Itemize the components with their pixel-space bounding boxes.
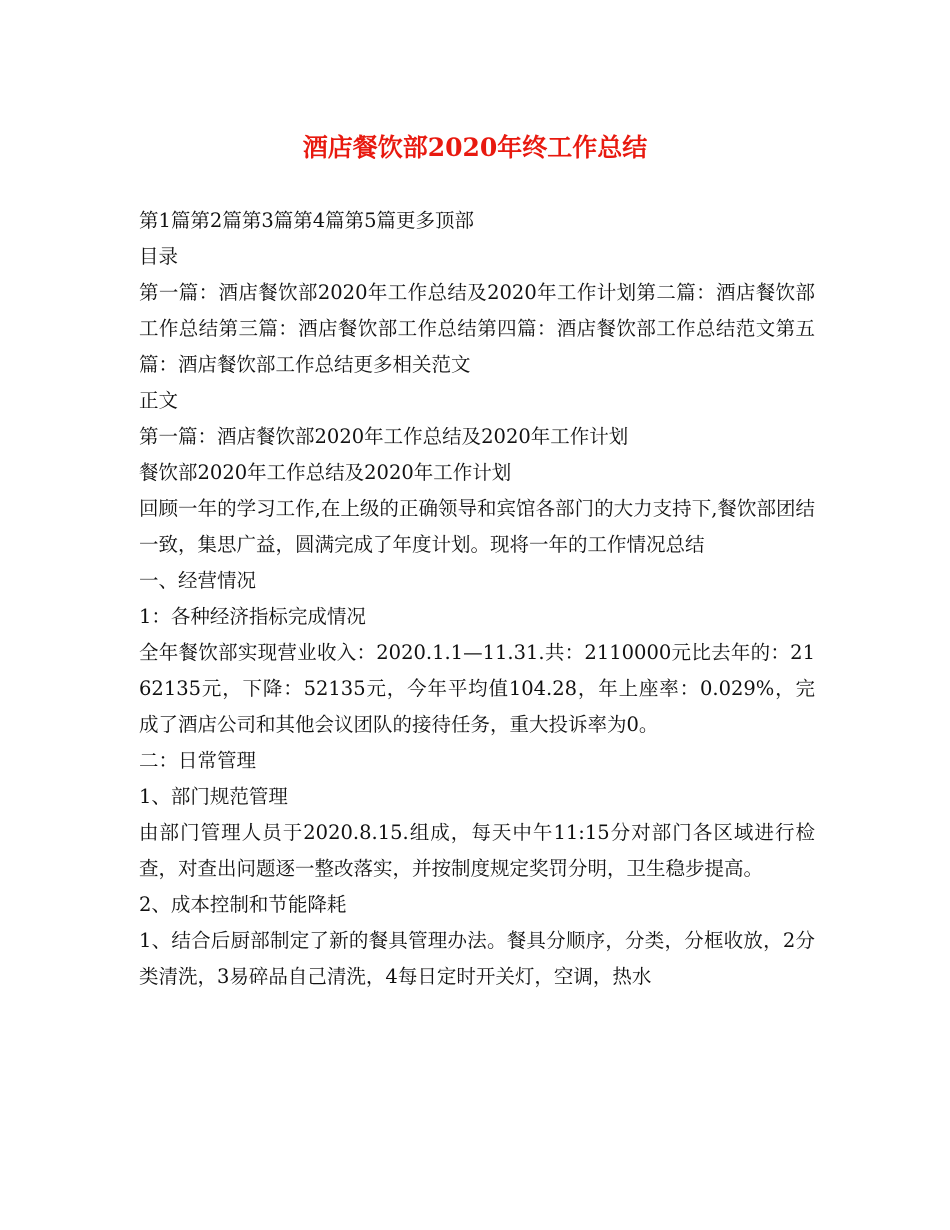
heading-operations: 一、经营情况 bbox=[139, 569, 257, 592]
section-heading-contents: 目录 bbox=[139, 245, 179, 268]
contents-paragraph: 第一篇：酒店餐饮部2020年工作总结及2020年工作计划第二篇：酒店餐饮部工作总结第三篇：酒店餐饮部工作总结第四篇：酒店餐饮部工作总结范文第五篇：酒店餐饮部工作总结更多相关范文 bbox=[139, 281, 815, 376]
heading-daily-management: 二：日常管理 bbox=[139, 749, 257, 772]
cost-control-paragraph: 1、结合后厨部制定了新的餐具管理办法。餐具分顺序，分类，分框收放，2分类清洗，3易碎品自己清洗，4每日定时开关灯，空调，热水 bbox=[139, 929, 815, 988]
article-subtitle-line: 餐饮部2020年工作总结及2020年工作计划 bbox=[139, 461, 512, 484]
heading-cost-control: 2、成本控制和节能降耗 bbox=[139, 893, 347, 916]
toc-nav-line: 第1篇第2篇第3篇第4篇第5篇更多顶部 bbox=[139, 209, 475, 232]
document-title: 酒店餐饮部2020年终工作总结 bbox=[302, 133, 648, 162]
article-title-line: 第一篇：酒店餐饮部2020年工作总结及2020年工作计划 bbox=[139, 425, 629, 448]
section-heading-main-text: 正文 bbox=[139, 389, 179, 412]
revenue-paragraph: 全年餐饮部实现营业收入：2020.1.1—11.31.共：2110000元比去年的：2162135元，下降：52135元，今年平均值104.28，年上座率：0.029%，完成了酒店公司和其他会议团队的接待任务，重大投诉率为0。 bbox=[139, 641, 815, 736]
management-paragraph: 由部门管理人员于2020.8.15.组成，每天中午11:15分对部门各区域进行检查，对查出问题逐一整改落实，并按制度规定奖罚分明，卫生稳步提高。 bbox=[139, 821, 815, 880]
heading-department-management: 1、部门规范管理 bbox=[139, 785, 288, 808]
heading-economic-indicators: 1：各种经济指标完成情况 bbox=[139, 605, 366, 628]
document-body bbox=[139, 203, 815, 995]
intro-paragraph: 回顾一年的学习工作,在上级的正确领导和宾馆各部门的大力支持下,餐饮部团结一致，集思广益，圆满完成了年度计划。现将一年的工作情况总结 bbox=[139, 497, 815, 556]
